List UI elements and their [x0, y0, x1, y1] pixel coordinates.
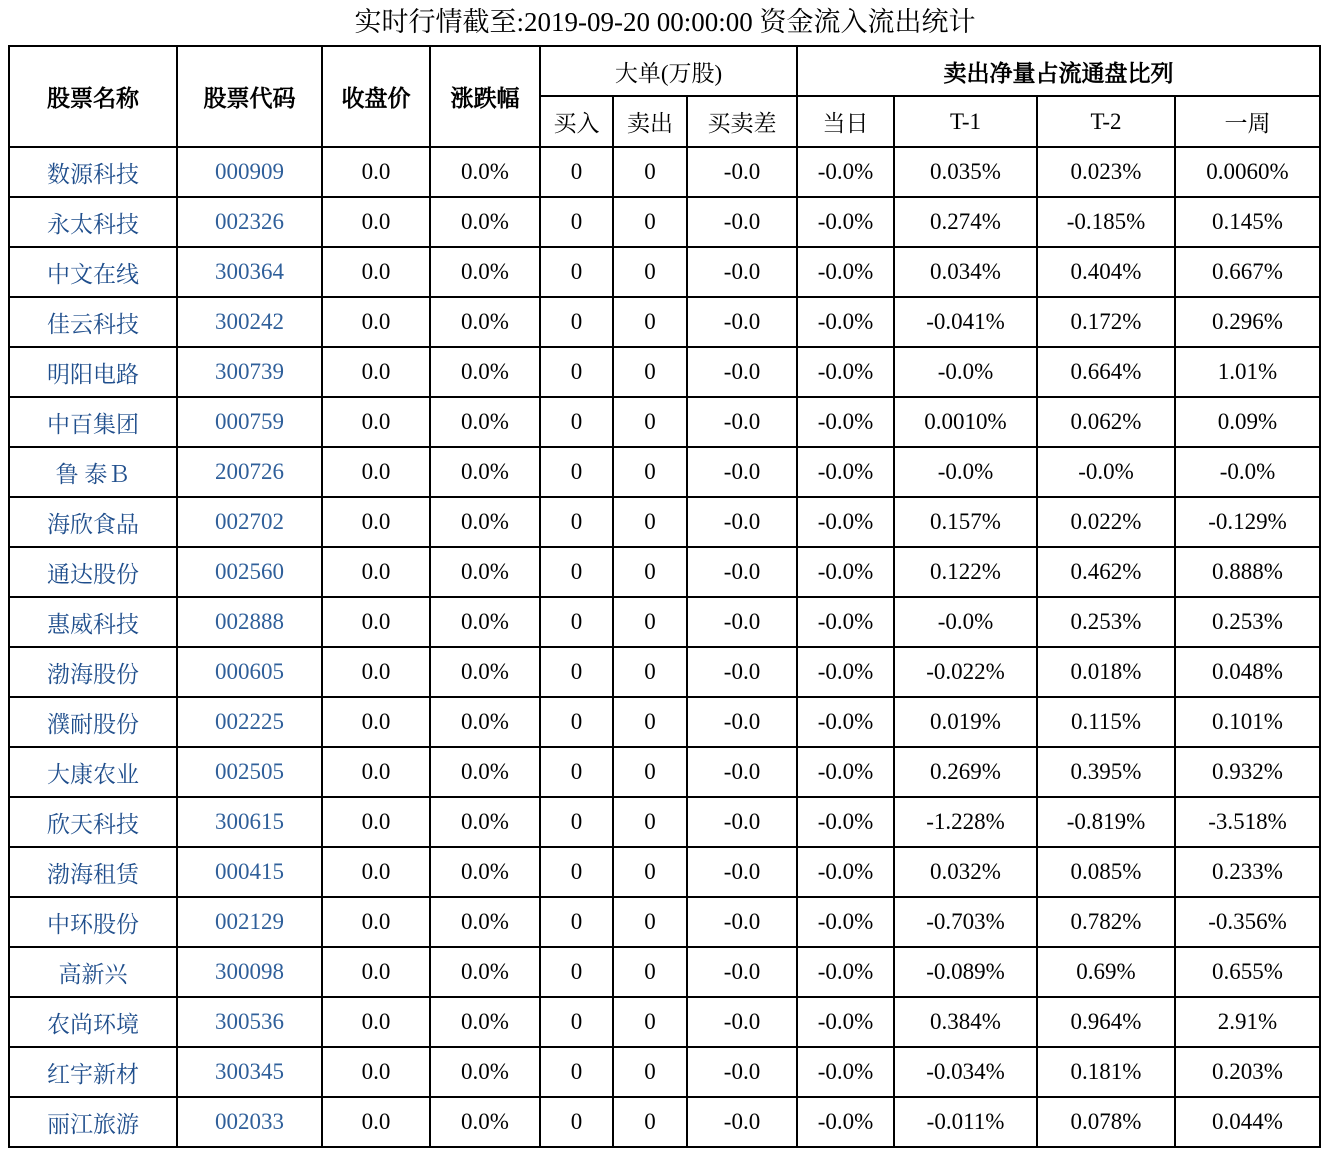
- buy-cell: 0: [540, 447, 613, 497]
- stock-code-link[interactable]: 300615: [177, 797, 322, 847]
- net-cell: -0.0: [687, 747, 797, 797]
- today-ratio-cell: -0.0%: [797, 697, 894, 747]
- buy-cell: 0: [540, 697, 613, 747]
- close-price-cell: 0.0: [322, 997, 430, 1047]
- t2-ratio-cell: 0.462%: [1037, 547, 1175, 597]
- sell-cell: 0: [613, 847, 687, 897]
- net-cell: -0.0: [687, 1047, 797, 1097]
- t2-ratio-cell: 0.078%: [1037, 1097, 1175, 1147]
- t1-ratio-cell: -0.022%: [894, 647, 1037, 697]
- week-ratio-cell: -3.518%: [1175, 797, 1320, 847]
- close-price-cell: 0.0: [322, 497, 430, 547]
- close-price-cell: 0.0: [322, 947, 430, 997]
- table-row: [9, 797, 1320, 847]
- t1-ratio-cell: 0.035%: [894, 147, 1037, 197]
- net-cell: -0.0: [687, 547, 797, 597]
- stock-name-link[interactable]: 红宇新材: [9, 1047, 177, 1097]
- t1-ratio-cell: 0.0010%: [894, 397, 1037, 447]
- table-row: [9, 697, 1320, 747]
- net-cell: -0.0: [687, 897, 797, 947]
- stock-code-link[interactable]: 300739: [177, 347, 322, 397]
- today-ratio-cell: -0.0%: [797, 297, 894, 347]
- table-row: [9, 347, 1320, 397]
- buy-cell: 0: [540, 547, 613, 597]
- buy-cell: 0: [540, 347, 613, 397]
- stock-name-link[interactable]: 高新兴: [9, 947, 177, 997]
- buy-cell: 0: [540, 797, 613, 847]
- stock-code-link[interactable]: 002702: [177, 497, 322, 547]
- week-ratio-cell: 0.044%: [1175, 1097, 1320, 1147]
- buy-cell: 0: [540, 397, 613, 447]
- t2-ratio-cell: 0.018%: [1037, 647, 1175, 697]
- close-price-cell: 0.0: [322, 597, 430, 647]
- stock-code-link[interactable]: 002033: [177, 1097, 322, 1147]
- stock-code-link[interactable]: 000605: [177, 647, 322, 697]
- stock-code-link[interactable]: 300345: [177, 1047, 322, 1097]
- change-pct-cell: 0.0%: [430, 947, 540, 997]
- net-cell: -0.0: [687, 1097, 797, 1147]
- stock-name-link[interactable]: 大康农业: [9, 747, 177, 797]
- t1-ratio-cell: -0.041%: [894, 297, 1037, 347]
- t2-ratio-cell: -0.819%: [1037, 797, 1175, 847]
- week-ratio-cell: 0.655%: [1175, 947, 1320, 997]
- today-ratio-cell: -0.0%: [797, 797, 894, 847]
- stock-code-link[interactable]: 000415: [177, 847, 322, 897]
- change-pct-cell: 0.0%: [430, 697, 540, 747]
- table-row: [9, 947, 1320, 997]
- today-ratio-cell: -0.0%: [797, 847, 894, 897]
- sell-cell: 0: [613, 747, 687, 797]
- buy-cell: 0: [540, 297, 613, 347]
- page-title: 实时行情截至:2019-09-20 00:00:00 资金流入流出统计: [354, 7, 976, 37]
- today-ratio-cell: -0.0%: [797, 647, 894, 697]
- table-row: [9, 747, 1320, 797]
- net-cell: -0.0: [687, 147, 797, 197]
- net-cell: -0.0: [687, 697, 797, 747]
- net-cell: -0.0: [687, 847, 797, 897]
- table-row: [9, 597, 1320, 647]
- today-ratio-cell: -0.0%: [797, 447, 894, 497]
- header-buy: 买入: [540, 96, 613, 147]
- t1-ratio-cell: -0.0%: [894, 347, 1037, 397]
- table-row: [9, 1047, 1320, 1097]
- close-price-cell: 0.0: [322, 847, 430, 897]
- net-cell: -0.0: [687, 297, 797, 347]
- net-cell: -0.0: [687, 197, 797, 247]
- change-pct-cell: 0.0%: [430, 647, 540, 697]
- table-body: [9, 147, 1320, 1147]
- buy-cell: 0: [540, 597, 613, 647]
- sell-cell: 0: [613, 197, 687, 247]
- stock-name-link[interactable]: 渤海租赁: [9, 847, 177, 897]
- net-cell: -0.0: [687, 497, 797, 547]
- t1-ratio-cell: 0.032%: [894, 847, 1037, 897]
- t1-ratio-cell: -0.0%: [894, 447, 1037, 497]
- change-pct-cell: 0.0%: [430, 847, 540, 897]
- t1-ratio-cell: 0.157%: [894, 497, 1037, 547]
- t2-ratio-cell: -0.185%: [1037, 197, 1175, 247]
- t1-ratio-cell: 0.384%: [894, 997, 1037, 1047]
- close-price-cell: 0.0: [322, 697, 430, 747]
- t1-ratio-cell: -0.703%: [894, 897, 1037, 947]
- table-row: [9, 397, 1320, 447]
- table-row: [9, 247, 1320, 297]
- change-pct-cell: 0.0%: [430, 297, 540, 347]
- table-row: [9, 447, 1320, 497]
- t2-ratio-cell: 0.115%: [1037, 697, 1175, 747]
- t2-ratio-cell: 0.022%: [1037, 497, 1175, 547]
- t1-ratio-cell: -0.089%: [894, 947, 1037, 997]
- buy-cell: 0: [540, 897, 613, 947]
- header-net-ratio-group: 卖出净量占流通盘比列: [797, 46, 1320, 96]
- sell-cell: 0: [613, 347, 687, 397]
- header-t1: T-1: [894, 96, 1037, 147]
- week-ratio-cell: 0.0060%: [1175, 147, 1320, 197]
- stock-name-link[interactable]: 海欣食品: [9, 497, 177, 547]
- net-cell: -0.0: [687, 347, 797, 397]
- sell-cell: 0: [613, 597, 687, 647]
- header-close-price: 收盘价: [322, 46, 430, 147]
- t2-ratio-cell: 0.181%: [1037, 1047, 1175, 1097]
- change-pct-cell: 0.0%: [430, 397, 540, 447]
- week-ratio-cell: 0.253%: [1175, 597, 1320, 647]
- week-ratio-cell: 0.296%: [1175, 297, 1320, 347]
- t2-ratio-cell: 0.023%: [1037, 147, 1175, 197]
- stock-name-link[interactable]: 永太科技: [9, 197, 177, 247]
- t1-ratio-cell: -0.0%: [894, 597, 1037, 647]
- table-row: [9, 547, 1320, 597]
- sell-cell: 0: [613, 247, 687, 297]
- close-price-cell: 0.0: [322, 147, 430, 197]
- week-ratio-cell: -0.356%: [1175, 897, 1320, 947]
- header-stock-name: 股票名称: [9, 46, 177, 147]
- table-row: [9, 897, 1320, 947]
- t2-ratio-cell: -0.0%: [1037, 447, 1175, 497]
- table-row: [9, 497, 1320, 547]
- close-price-cell: 0.0: [322, 447, 430, 497]
- stock-name-link[interactable]: 佳云科技: [9, 297, 177, 347]
- stock-name-link[interactable]: 通达股份: [9, 547, 177, 597]
- stock-name-link[interactable]: 濮耐股份: [9, 697, 177, 747]
- week-ratio-cell: 0.09%: [1175, 397, 1320, 447]
- buy-cell: 0: [540, 1097, 613, 1147]
- change-pct-cell: 0.0%: [430, 247, 540, 297]
- stock-name-link[interactable]: 中环股份: [9, 897, 177, 947]
- stock-code-link[interactable]: 002326: [177, 197, 322, 247]
- change-pct-cell: 0.0%: [430, 597, 540, 647]
- close-price-cell: 0.0: [322, 347, 430, 397]
- stock-code-link[interactable]: 002505: [177, 747, 322, 797]
- change-pct-cell: 0.0%: [430, 797, 540, 847]
- today-ratio-cell: -0.0%: [797, 747, 894, 797]
- close-price-cell: 0.0: [322, 247, 430, 297]
- change-pct-cell: 0.0%: [430, 1097, 540, 1147]
- change-pct-cell: 0.0%: [430, 747, 540, 797]
- buy-cell: 0: [540, 147, 613, 197]
- close-price-cell: 0.0: [322, 197, 430, 247]
- today-ratio-cell: -0.0%: [797, 347, 894, 397]
- fund-flow-table: [8, 45, 1321, 1148]
- header-sell: 卖出: [613, 96, 687, 147]
- net-cell: -0.0: [687, 247, 797, 297]
- net-cell: -0.0: [687, 997, 797, 1047]
- stock-name-link[interactable]: 农尚环境: [9, 997, 177, 1047]
- today-ratio-cell: -0.0%: [797, 947, 894, 997]
- table-row: [9, 147, 1320, 197]
- close-price-cell: 0.0: [322, 647, 430, 697]
- today-ratio-cell: -0.0%: [797, 897, 894, 947]
- buy-cell: 0: [540, 997, 613, 1047]
- sell-cell: 0: [613, 947, 687, 997]
- t2-ratio-cell: 0.404%: [1037, 247, 1175, 297]
- stock-name-link[interactable]: 鲁 泰Ｂ: [9, 447, 177, 497]
- stock-code-link[interactable]: 002560: [177, 547, 322, 597]
- week-ratio-cell: 0.888%: [1175, 547, 1320, 597]
- net-cell: -0.0: [687, 647, 797, 697]
- net-cell: -0.0: [687, 397, 797, 447]
- today-ratio-cell: -0.0%: [797, 247, 894, 297]
- stock-name-link[interactable]: 欣天科技: [9, 797, 177, 847]
- sell-cell: 0: [613, 497, 687, 547]
- stock-name-link[interactable]: 明阳电路: [9, 347, 177, 397]
- sell-cell: 0: [613, 447, 687, 497]
- buy-cell: 0: [540, 947, 613, 997]
- stock-code-link[interactable]: 000909: [177, 147, 322, 197]
- stock-code-link[interactable]: 200726: [177, 447, 322, 497]
- close-price-cell: 0.0: [322, 897, 430, 947]
- stock-name-link[interactable]: 中百集团: [9, 397, 177, 447]
- header-stock-code: 股票代码: [177, 46, 322, 147]
- sell-cell: 0: [613, 297, 687, 347]
- change-pct-cell: 0.0%: [430, 997, 540, 1047]
- close-price-cell: 0.0: [322, 297, 430, 347]
- today-ratio-cell: -0.0%: [797, 597, 894, 647]
- change-pct-cell: 0.0%: [430, 547, 540, 597]
- stock-code-link[interactable]: 300536: [177, 997, 322, 1047]
- stock-name-link[interactable]: 渤海股份: [9, 647, 177, 697]
- net-cell: -0.0: [687, 797, 797, 847]
- today-ratio-cell: -0.0%: [797, 197, 894, 247]
- t1-ratio-cell: 0.269%: [894, 747, 1037, 797]
- sell-cell: 0: [613, 797, 687, 847]
- t2-ratio-cell: 0.085%: [1037, 847, 1175, 897]
- sell-cell: 0: [613, 697, 687, 747]
- buy-cell: 0: [540, 197, 613, 247]
- t1-ratio-cell: -1.228%: [894, 797, 1037, 847]
- t2-ratio-cell: 0.782%: [1037, 897, 1175, 947]
- week-ratio-cell: 0.932%: [1175, 747, 1320, 797]
- t2-ratio-cell: 0.062%: [1037, 397, 1175, 447]
- close-price-cell: 0.0: [322, 747, 430, 797]
- sell-cell: 0: [613, 997, 687, 1047]
- week-ratio-cell: 0.233%: [1175, 847, 1320, 897]
- header-big-order-group: 大单(万股): [540, 46, 797, 96]
- week-ratio-cell: 0.667%: [1175, 247, 1320, 297]
- net-cell: -0.0: [687, 447, 797, 497]
- stock-name-link[interactable]: 丽江旅游: [9, 1097, 177, 1147]
- close-price-cell: 0.0: [322, 547, 430, 597]
- header-week: 一周: [1175, 96, 1320, 147]
- week-ratio-cell: 0.101%: [1175, 697, 1320, 747]
- today-ratio-cell: -0.0%: [797, 997, 894, 1047]
- sell-cell: 0: [613, 147, 687, 197]
- table-header-row: [9, 46, 1320, 96]
- change-pct-cell: 0.0%: [430, 147, 540, 197]
- t2-ratio-cell: 0.172%: [1037, 297, 1175, 347]
- header-net: 买卖差: [687, 96, 797, 147]
- sell-cell: 0: [613, 397, 687, 447]
- sell-cell: 0: [613, 647, 687, 697]
- close-price-cell: 0.0: [322, 1097, 430, 1147]
- table-row: [9, 647, 1320, 697]
- stock-code-link[interactable]: 300098: [177, 947, 322, 997]
- buy-cell: 0: [540, 1047, 613, 1097]
- today-ratio-cell: -0.0%: [797, 497, 894, 547]
- t1-ratio-cell: 0.274%: [894, 197, 1037, 247]
- today-ratio-cell: -0.0%: [797, 397, 894, 447]
- table-row: [9, 847, 1320, 897]
- sell-cell: 0: [613, 1097, 687, 1147]
- net-cell: -0.0: [687, 597, 797, 647]
- sell-cell: 0: [613, 1047, 687, 1097]
- stock-code-link[interactable]: 000759: [177, 397, 322, 447]
- header-change-pct: 涨跌幅: [430, 46, 540, 147]
- t2-ratio-cell: 0.664%: [1037, 347, 1175, 397]
- t2-ratio-cell: 0.964%: [1037, 997, 1175, 1047]
- today-ratio-cell: -0.0%: [797, 547, 894, 597]
- net-cell: -0.0: [687, 947, 797, 997]
- week-ratio-cell: -0.0%: [1175, 447, 1320, 497]
- sell-cell: 0: [613, 547, 687, 597]
- buy-cell: 0: [540, 247, 613, 297]
- t1-ratio-cell: 0.122%: [894, 547, 1037, 597]
- t1-ratio-cell: -0.034%: [894, 1047, 1037, 1097]
- t1-ratio-cell: -0.011%: [894, 1097, 1037, 1147]
- week-ratio-cell: 1.01%: [1175, 347, 1320, 397]
- stock-code-link[interactable]: 300364: [177, 247, 322, 297]
- sell-cell: 0: [613, 897, 687, 947]
- change-pct-cell: 0.0%: [430, 1047, 540, 1097]
- t1-ratio-cell: 0.034%: [894, 247, 1037, 297]
- stock-code-link[interactable]: 300242: [177, 297, 322, 347]
- stock-name-link[interactable]: 惠威科技: [9, 597, 177, 647]
- table-row: [9, 997, 1320, 1047]
- t1-ratio-cell: 0.019%: [894, 697, 1037, 747]
- buy-cell: 0: [540, 497, 613, 547]
- stock-name-link[interactable]: 数源科技: [9, 147, 177, 197]
- t2-ratio-cell: 0.253%: [1037, 597, 1175, 647]
- close-price-cell: 0.0: [322, 797, 430, 847]
- week-ratio-cell: 0.048%: [1175, 647, 1320, 697]
- close-price-cell: 0.0: [322, 397, 430, 447]
- buy-cell: 0: [540, 847, 613, 897]
- header-t2: T-2: [1037, 96, 1175, 147]
- week-ratio-cell: -0.129%: [1175, 497, 1320, 547]
- table-row: [9, 297, 1320, 347]
- buy-cell: 0: [540, 747, 613, 797]
- change-pct-cell: 0.0%: [430, 197, 540, 247]
- table-row: [9, 197, 1320, 247]
- week-ratio-cell: 0.203%: [1175, 1047, 1320, 1097]
- change-pct-cell: 0.0%: [430, 497, 540, 547]
- buy-cell: 0: [540, 647, 613, 697]
- today-ratio-cell: -0.0%: [797, 1097, 894, 1147]
- stock-name-link[interactable]: 中文在线: [9, 247, 177, 297]
- change-pct-cell: 0.0%: [430, 347, 540, 397]
- change-pct-cell: 0.0%: [430, 447, 540, 497]
- today-ratio-cell: -0.0%: [797, 147, 894, 197]
- stock-code-link[interactable]: 002225: [177, 697, 322, 747]
- table-row: [9, 1097, 1320, 1147]
- t2-ratio-cell: 0.395%: [1037, 747, 1175, 797]
- stock-code-link[interactable]: 002129: [177, 897, 322, 947]
- header-today: 当日: [797, 96, 894, 147]
- today-ratio-cell: -0.0%: [797, 1047, 894, 1097]
- change-pct-cell: 0.0%: [430, 897, 540, 947]
- t2-ratio-cell: 0.69%: [1037, 947, 1175, 997]
- stock-code-link[interactable]: 002888: [177, 597, 322, 647]
- close-price-cell: 0.0: [322, 1047, 430, 1097]
- week-ratio-cell: 2.91%: [1175, 997, 1320, 1047]
- week-ratio-cell: 0.145%: [1175, 197, 1320, 247]
